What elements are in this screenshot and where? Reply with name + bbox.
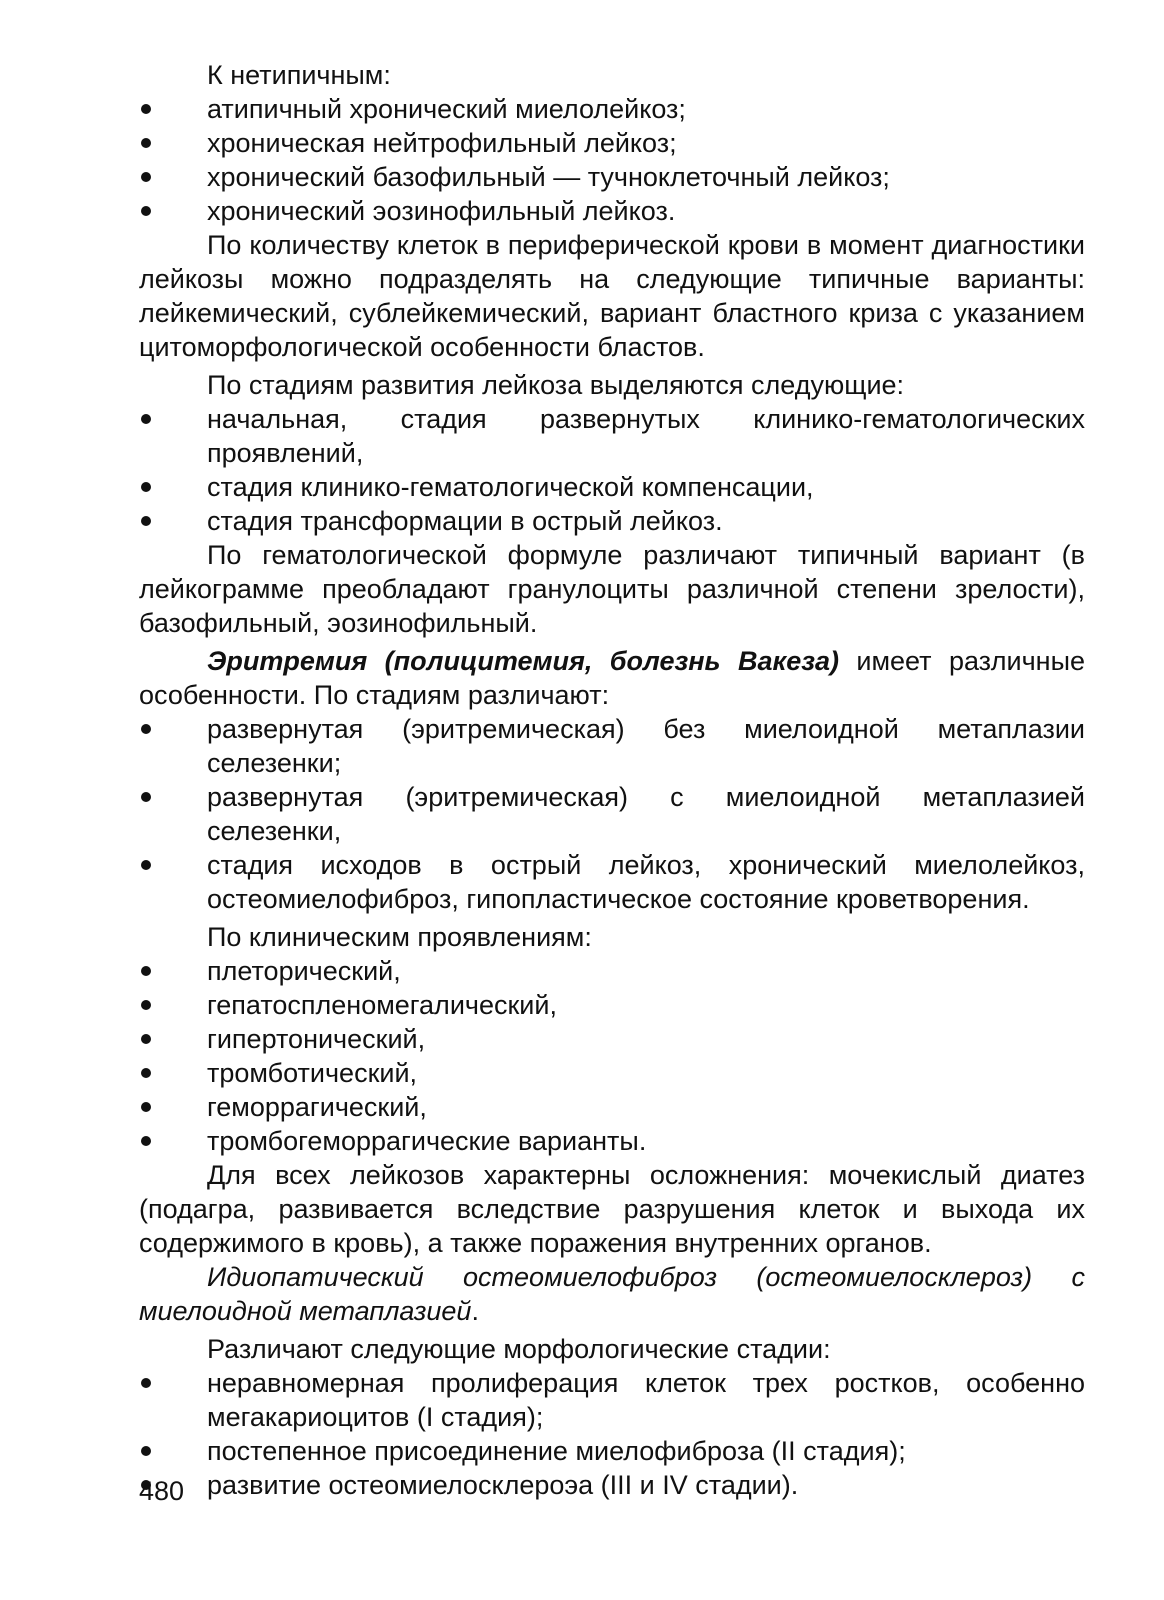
clinical-intro: По клиническим проявлениям: bbox=[207, 922, 592, 952]
list-item bbox=[139, 1124, 1085, 1158]
page-body bbox=[139, 58, 1085, 1502]
list-item-text: хронический базофильный — тучноклеточный лейкоз; bbox=[207, 162, 890, 192]
list-item-text: стадия трансформации в острый лейкоз. bbox=[207, 506, 723, 536]
bullet-icon bbox=[141, 172, 151, 182]
list-item bbox=[139, 470, 1085, 504]
stages-intro: По стадиям развития лейкоза выделяются следующие: bbox=[207, 370, 905, 400]
myelofibrosis-heading bbox=[139, 1260, 1085, 1328]
morph-intro: Различают следующие морфологические стадии: bbox=[207, 1334, 831, 1364]
list-item-text: гепатоспленомегалический, bbox=[207, 990, 557, 1020]
blood-count-paragraph: По количеству клеток в периферической крови в момент диагностики лейкозы можно подразделять на следующие типичные варианты: лейкемический, сублейкемический, вариант бластного криза с указанием цитоморфологической особенности бластов. bbox=[139, 230, 1085, 362]
atypical-list bbox=[139, 92, 1085, 228]
bullet-icon bbox=[141, 1136, 151, 1146]
bullet-icon bbox=[141, 724, 151, 734]
list-item-text: развитие остеомиелосклероэа (III и IV стадии). bbox=[207, 1470, 799, 1500]
bullet-icon bbox=[141, 138, 151, 148]
myelofibrosis-title-end: . bbox=[471, 1296, 479, 1326]
list-item-text: гипертонический, bbox=[207, 1024, 426, 1054]
page-number: 480 bbox=[139, 1476, 185, 1506]
bullet-icon bbox=[141, 1034, 151, 1044]
list-item bbox=[139, 1468, 1085, 1502]
list-item bbox=[139, 954, 1085, 988]
bullet-icon bbox=[141, 516, 151, 526]
erythremia-paragraph bbox=[139, 644, 1085, 712]
list-item-text: тромботический, bbox=[207, 1058, 418, 1088]
list-item-text: атипичный хронический миелолейкоз; bbox=[207, 94, 686, 124]
list-item bbox=[139, 194, 1085, 228]
complications-paragraph: Для всех лейкозов характерны осложнения: мочекислый диатез (подагра, развивается вследствие разрушения клеток и выхода их содержимого в кровь), а также поражения внутренних органов. bbox=[139, 1160, 1085, 1258]
list-item bbox=[139, 780, 1085, 848]
list-item bbox=[139, 160, 1085, 194]
erythremia-term: Эритремия (полицитемия, болезнь Вакеза) bbox=[207, 646, 839, 676]
list-item-text: хронический эозинофильный лейкоз. bbox=[207, 196, 676, 226]
atypical-intro: К нетипичным: bbox=[207, 60, 391, 90]
list-item bbox=[139, 402, 1085, 470]
bullet-icon bbox=[141, 966, 151, 976]
bullet-icon bbox=[141, 1102, 151, 1112]
list-item-text: стадия исходов в острый лейкоз, хронический миелолейкоз, остеомиелофиброз, гипопластическое состояние кроветворения. bbox=[207, 850, 1085, 914]
erythremia-stages-list bbox=[139, 712, 1085, 916]
clinical-list bbox=[139, 954, 1085, 1158]
bullet-icon bbox=[141, 1378, 151, 1388]
list-item-text: геморрагический, bbox=[207, 1092, 427, 1122]
bullet-icon bbox=[141, 482, 151, 492]
list-item bbox=[139, 848, 1085, 916]
bullet-icon bbox=[141, 104, 151, 114]
list-item-text: неравномерная пролиферация клеток трех ростков, особенно мегакариоцитов (I стадия); bbox=[207, 1368, 1085, 1432]
list-item-text: плеторический, bbox=[207, 956, 401, 986]
list-item bbox=[139, 1090, 1085, 1124]
list-item bbox=[139, 126, 1085, 160]
bullet-icon bbox=[141, 860, 151, 870]
morph-list bbox=[139, 1366, 1085, 1502]
list-item bbox=[139, 1056, 1085, 1090]
bullet-icon bbox=[141, 206, 151, 216]
list-item bbox=[139, 988, 1085, 1022]
bullet-icon bbox=[141, 1446, 151, 1456]
bullet-icon bbox=[141, 1068, 151, 1078]
list-item-text: начальная, стадия развернутых клинико-гематологических проявлений, bbox=[207, 404, 1085, 468]
list-item bbox=[139, 1434, 1085, 1468]
erythremia-text: имеет различные особенности. По стадиям различают: bbox=[139, 646, 1085, 710]
list-item bbox=[139, 1366, 1085, 1434]
list-item-text: стадия клинико-гематологической компенсации, bbox=[207, 472, 814, 502]
list-item bbox=[139, 712, 1085, 780]
stages-list bbox=[139, 402, 1085, 538]
bullet-icon bbox=[141, 1000, 151, 1010]
myelofibrosis-title: Идиопатический остеомиелофиброз (остеомиелосклероз) с миелоидной метаплазией bbox=[139, 1262, 1085, 1326]
list-item bbox=[139, 92, 1085, 126]
list-item-text: тромбогеморрагические варианты. bbox=[207, 1126, 647, 1156]
list-item bbox=[139, 504, 1085, 538]
hematologic-paragraph: По гематологической формуле различают типичный вариант (в лейкограмме преобладают гранулоциты различной степени зрелости), базофильный, эозинофильный. bbox=[139, 540, 1085, 638]
list-item bbox=[139, 1022, 1085, 1056]
bullet-icon bbox=[141, 792, 151, 802]
list-item-text: хроническая нейтрофильный лейкоз; bbox=[207, 128, 677, 158]
list-item-text: постепенное присоединение миелофиброза (II стадия); bbox=[207, 1436, 906, 1466]
list-item-text: развернутая (эритремическая) без миелоидной метаплазии селезенки; bbox=[207, 714, 1085, 778]
list-item-text: развернутая (эритремическая) с миелоидной метаплазией селезенки, bbox=[207, 782, 1085, 846]
bullet-icon bbox=[141, 414, 151, 424]
